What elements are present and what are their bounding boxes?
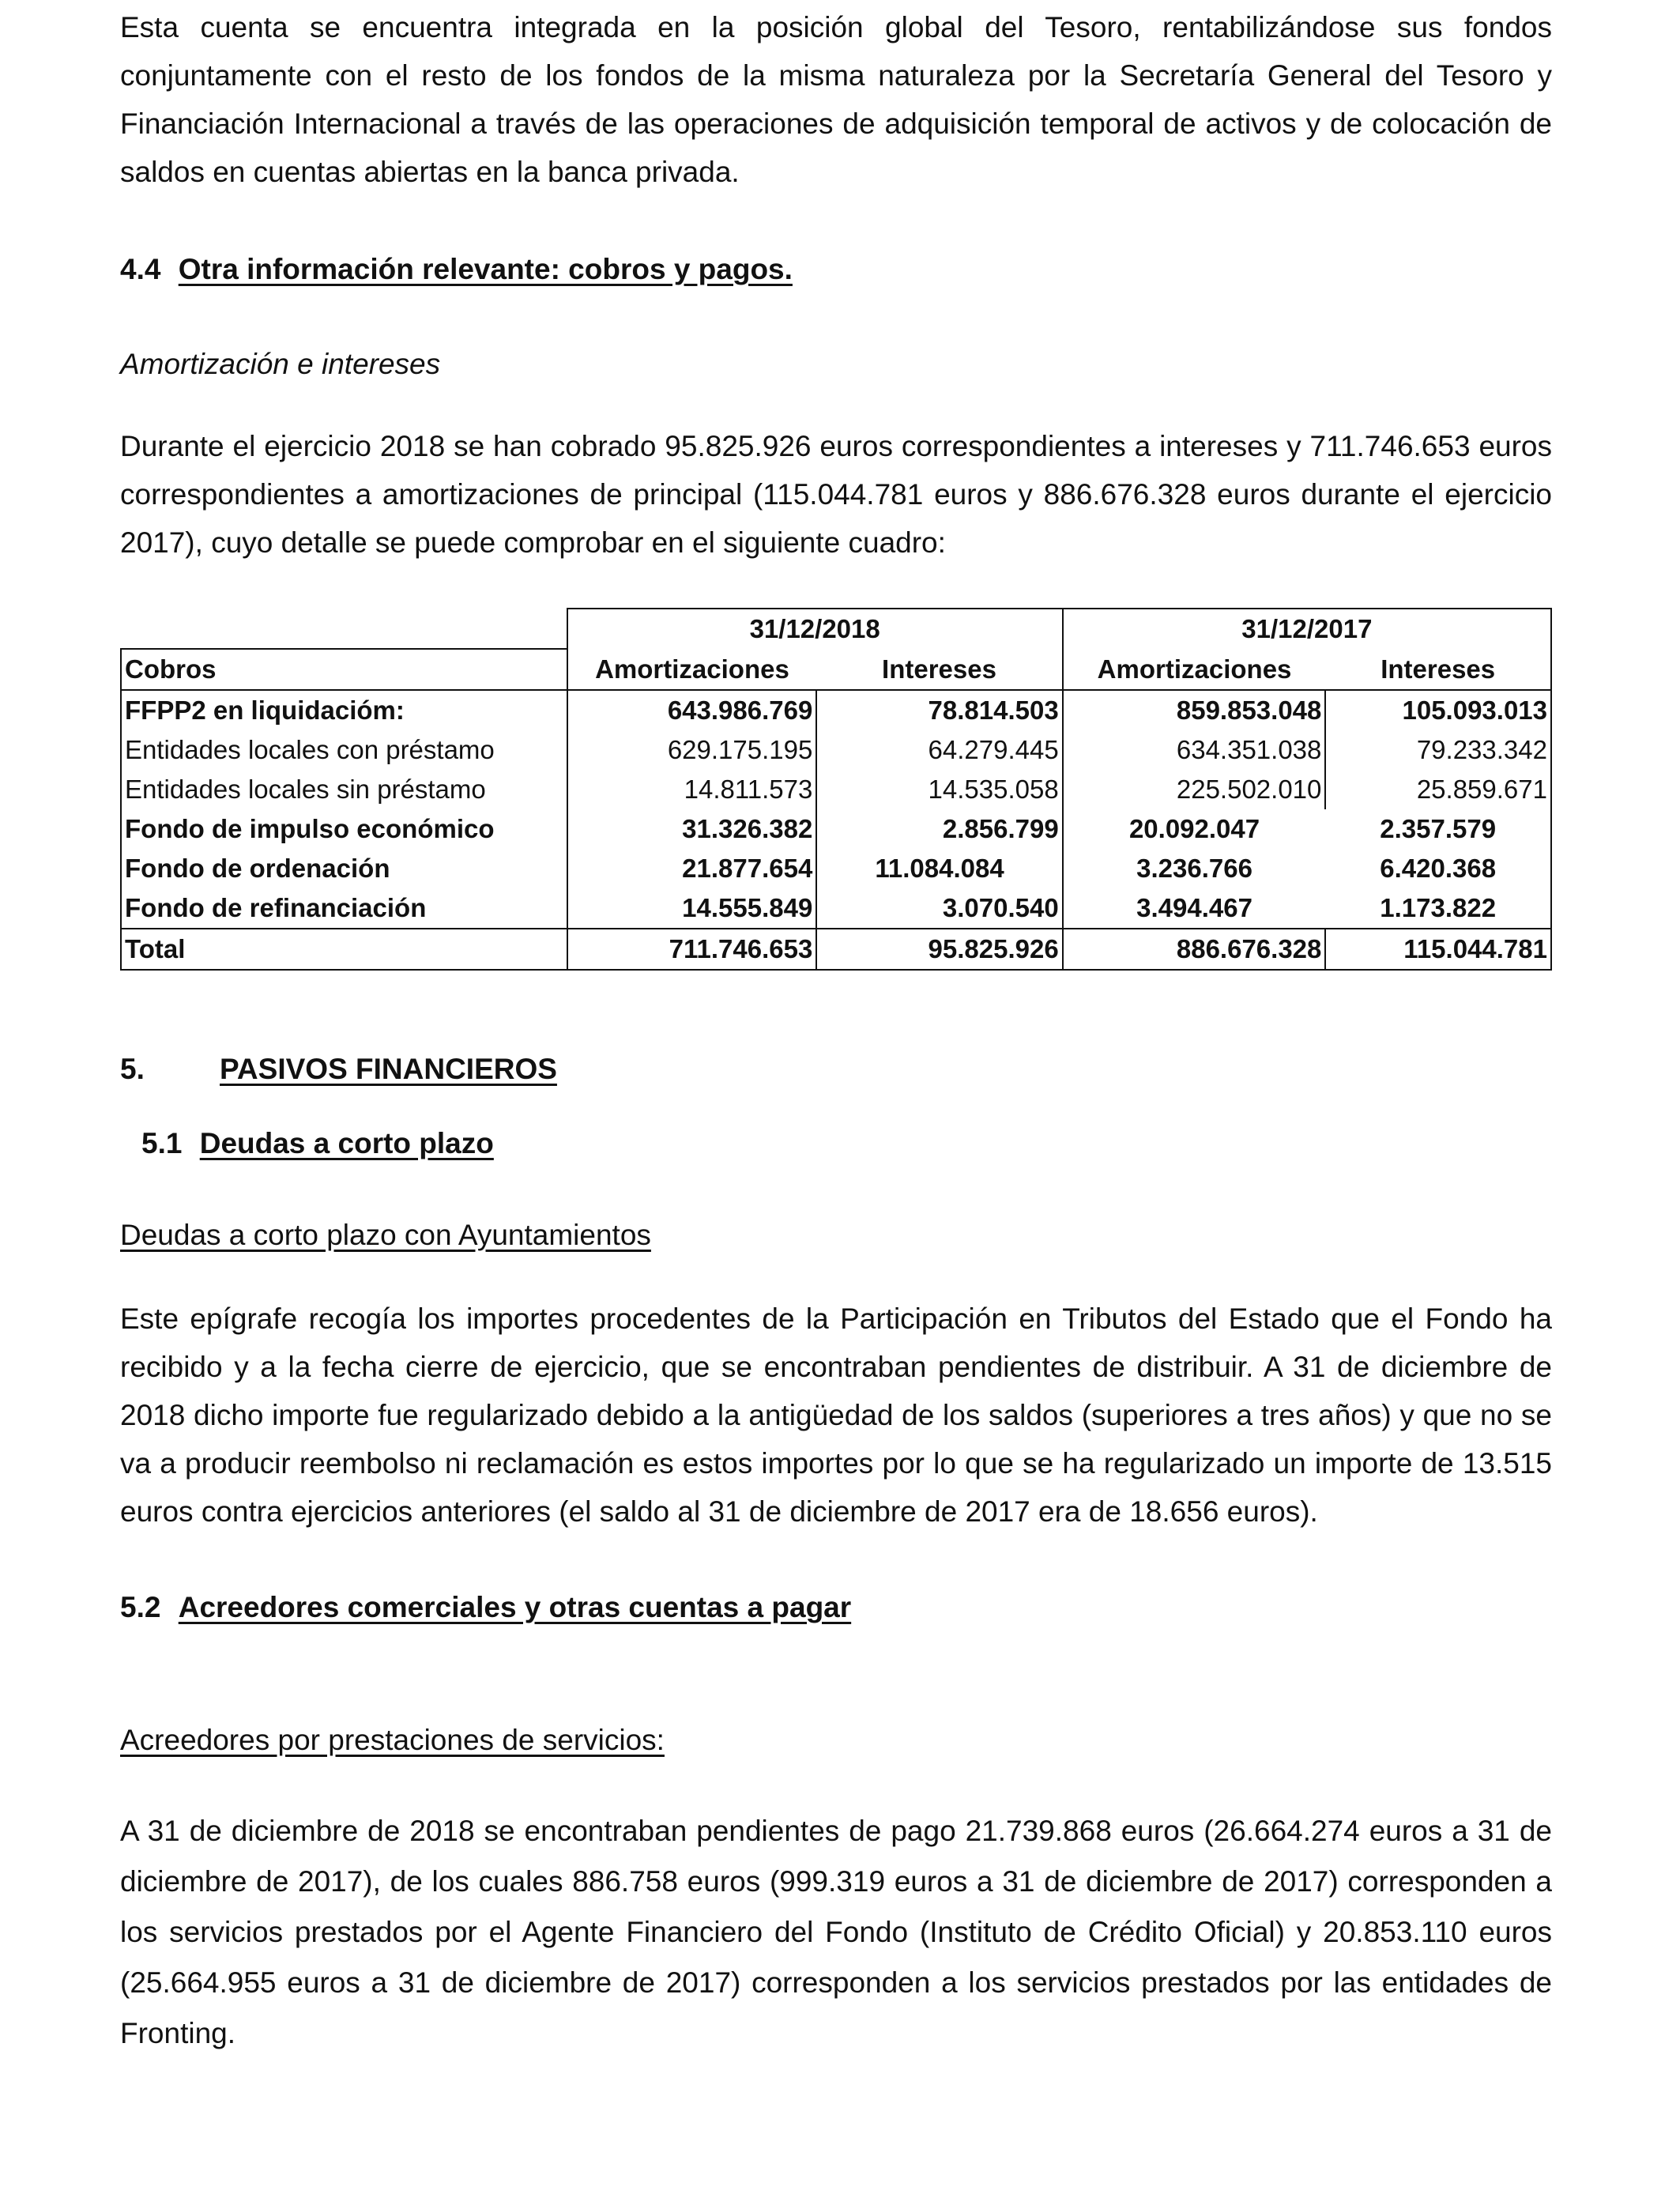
- row-label: Fondo de refinanciación: [121, 888, 567, 929]
- row-label: Entidades locales con préstamo: [121, 730, 567, 770]
- col-amortizaciones-2018: Amortizaciones: [595, 654, 789, 684]
- section-5-number: 5.: [120, 1053, 145, 1085]
- table-header-row: [121, 649, 1551, 690]
- section-5-2-heading: [120, 1588, 1552, 1627]
- table-row: [121, 809, 1551, 849]
- table-row: [121, 888, 1551, 929]
- section-5-2-title: Acreedores comerciales y otras cuentas a pagar: [178, 1591, 852, 1623]
- cell-amort-2017: 859.853.048: [1063, 690, 1326, 730]
- total-amort-2017: 886.676.328: [1063, 929, 1326, 970]
- section-5-heading: [120, 1050, 1552, 1089]
- col-intereses-2017: Intereses: [1325, 649, 1551, 690]
- cell-amort-2018: 21.877.654: [567, 849, 817, 888]
- cobros-table: [120, 608, 1552, 971]
- row-label: Fondo de ordenación: [121, 849, 567, 888]
- section-5-1-title: Deudas a corto plazo: [199, 1127, 494, 1159]
- document-page: [120, 0, 1552, 2059]
- cell-int-2017: 1.173.822: [1325, 888, 1551, 929]
- cell-amort-2017: 225.502.010: [1063, 770, 1326, 809]
- cell-int-2018: 78.814.503: [816, 690, 1062, 730]
- section-5-2-number: 5.2: [120, 1591, 161, 1623]
- total-amort-2018: 711.746.653: [567, 929, 817, 970]
- acreedores-title: Acreedores por prestaciones de servicios:: [120, 1724, 665, 1756]
- deudas-paragraph: Este epígrafe recogía los importes procedentes de la Participación en Tributos del Estado que el Fondo ha recibido y a la fecha cierre de ejercicio, que se encontraban pendientes de distribuir. A 31 de diciembre de 2018 dicho importe fue regularizado debido a la antigüedad de los saldos (superiores a tres años) y que no se va a producir reembolso ni reclamación es estos importes por lo que se ha regularizado un importe de 13.515 euros contra ejercicios anteriores (el saldo al 31 de diciembre de 2017 era de 18.656 euros).: [120, 1302, 1552, 1528]
- section-4-4-heading: [120, 250, 1552, 289]
- total-int-2017: 115.044.781: [1325, 929, 1551, 970]
- cell-int-2017: 6.420.368: [1325, 849, 1551, 888]
- amortizacion-paragraph: Durante el ejercicio 2018 se han cobrado 95.825.926 euros correspondientes a intereses y 711.746.653 euros correspondientes a amortizaciones de principal (115.044.781 euros y 886.676.328 euros durante el ejercicio 2017), cuyo detalle se puede comprobar en el siguiente cuadro:: [120, 430, 1552, 559]
- period-2018-header: 31/12/2018: [567, 609, 1063, 649]
- cell-amort-2017: 20.092.047: [1128, 814, 1260, 843]
- intro-paragraph: Esta cuenta se encuentra integrada en la posición global del Tesoro, rentabilizándose sus fondos conjuntamente con el resto de los fondos de la misma naturaleza por la Secretaría General del Tesoro y Financiación Internacional a través de las operaciones de adquisición temporal de activos y de colocación de saldos en cuentas abiertas en la banca privada.: [120, 11, 1552, 188]
- cell-int-2018: 64.279.445: [816, 730, 1062, 770]
- amortizacion-title: Amortización e intereses: [120, 348, 441, 380]
- section-5-1-number: 5.1: [141, 1127, 183, 1159]
- cell-int-2017: 2.357.579: [1325, 809, 1551, 849]
- cell-amort-2018: 14.555.849: [567, 888, 817, 929]
- table-row: [121, 690, 1551, 730]
- deudas-title: Deudas a corto plazo con Ayuntamientos: [120, 1219, 651, 1251]
- section-4-4-number: 4.4: [120, 253, 161, 285]
- cell-amort-2018: 14.811.573: [567, 770, 817, 809]
- cell-amort-2018: 643.986.769: [567, 690, 817, 730]
- section-4-4-title: Otra información relevante: cobros y pagos.: [178, 253, 793, 285]
- total-int-2018: 95.825.926: [816, 929, 1062, 970]
- section-5-1-heading: [120, 1124, 1552, 1163]
- table-total-row: [121, 929, 1551, 970]
- col-intereses-2018: Intereses: [816, 649, 1062, 690]
- cell-int-2017: 79.233.342: [1325, 730, 1551, 770]
- cell-int-2018: 14.535.058: [816, 770, 1062, 809]
- cell-amort-2018: 629.175.195: [567, 730, 817, 770]
- row-label: FFPP2 en liquidacióm:: [121, 690, 567, 730]
- cell-amort-2017: 3.494.467: [1063, 888, 1326, 929]
- cell-amort-2018: 31.326.382: [567, 809, 817, 849]
- cell-int-2017: 25.859.671: [1325, 770, 1551, 809]
- table-row: [121, 770, 1551, 809]
- cell-amort-2017: 3.236.766: [1063, 849, 1326, 888]
- cell-int-2018: 3.070.540: [816, 888, 1062, 929]
- cell-int-2018: 11.084.084: [875, 854, 1004, 883]
- row-label-total: Total: [121, 929, 567, 970]
- section-5-title: PASIVOS FINANCIEROS: [220, 1053, 557, 1085]
- cell-int-2017: 105.093.013: [1325, 690, 1551, 730]
- row-label: Fondo de impulso económico: [121, 809, 567, 849]
- table-row: [121, 730, 1551, 770]
- col-amortizaciones-2017: Amortizaciones: [1097, 654, 1292, 684]
- row-label: Entidades locales sin préstamo: [121, 770, 567, 809]
- table-period-row: [121, 609, 1551, 649]
- cell-int-2018: 2.856.799: [816, 809, 1062, 849]
- acreedores-paragraph: A 31 de diciembre de 2018 se encontraban pendientes de pago 21.739.868 euros (26.664.274 euros a 31 de diciembre de 2017), de los cuales 886.758 euros (999.319 euros a 31 de diciembre de 2017) corresponden a los servicios prestados por el Agente Financiero del Fondo (Instituto de Crédito Oficial) y 20.853.110 euros (25.664.955 euros a 31 de diciembre de 2017) corresponden a los servicios prestados por las entidades de Fronting.: [120, 1815, 1552, 2049]
- row-header-cobros: Cobros: [121, 649, 567, 690]
- table-row: [121, 849, 1551, 888]
- cell-amort-2017: 634.351.038: [1063, 730, 1326, 770]
- period-2017-header: 31/12/2017: [1063, 609, 1551, 649]
